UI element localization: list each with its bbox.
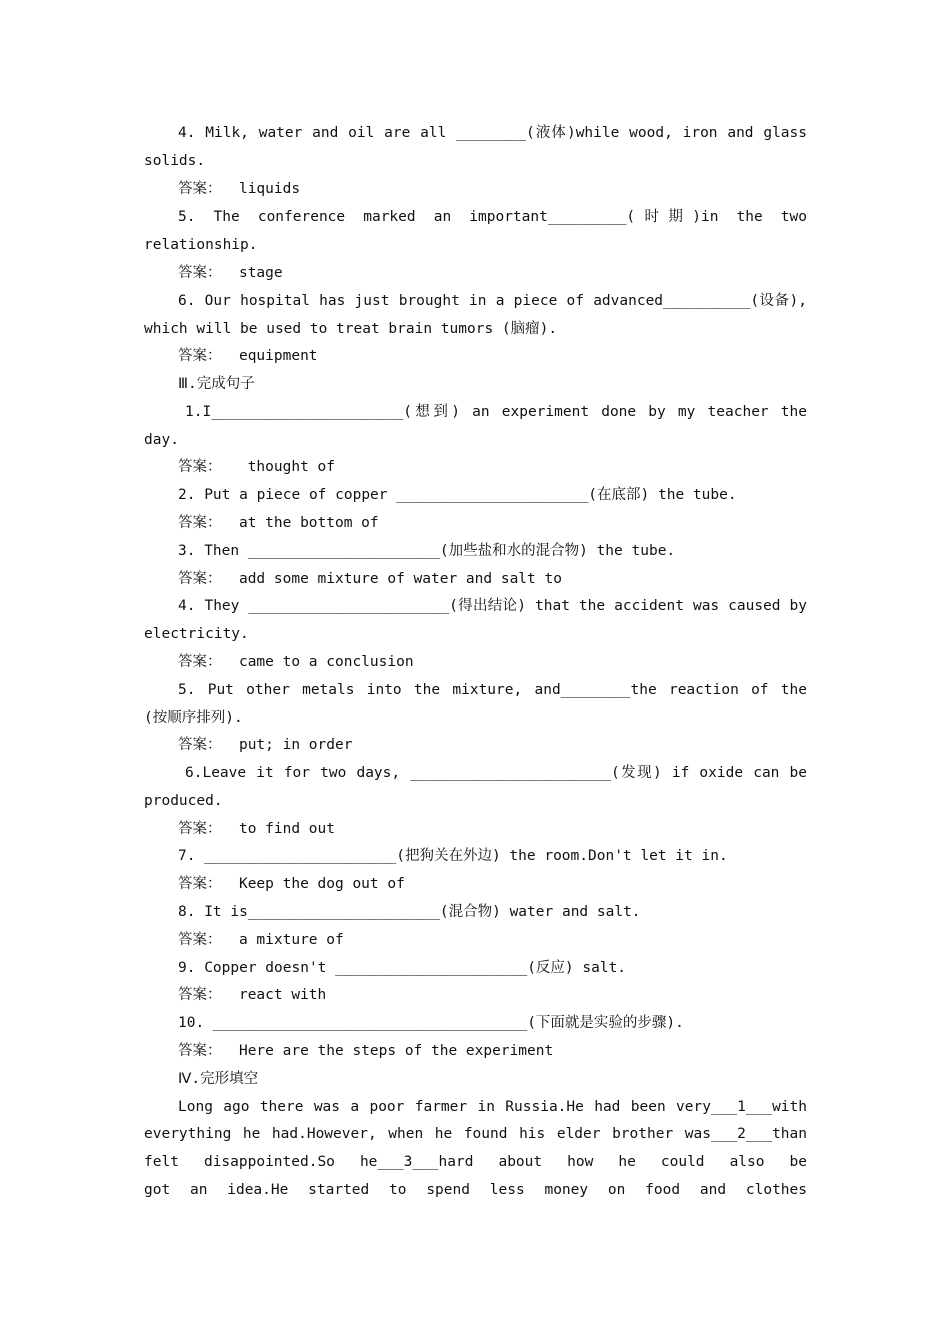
- sentence-10: 10. ____________________________________(下面就是实验的步骤).: [178, 1015, 684, 1031]
- question-6-line-2: which will be used to treat brain tumors (脑瘤).: [144, 321, 558, 337]
- sentence-3: 3. Then ______________________(加些盐和水的混合物) the tube.: [178, 543, 676, 559]
- sentence-7-answer: 答案： Keep the dog out of: [178, 876, 405, 892]
- sentence-1-line-1: 1.I______________________(想到) an experiment done by my teacher the: [185, 404, 807, 420]
- sentence-4-answer: 答案： came to a conclusion: [178, 654, 414, 670]
- question-6-line-1: 6. Our hospital has just brought in a piece of advanced__________(设备),: [178, 293, 807, 309]
- sentence-5-line-1: 5. Put other metals into the mixture, and________the reaction of the: [178, 682, 807, 698]
- sentence-4-line-2: electricity.: [144, 626, 249, 642]
- cloze-passage-line-1: Long ago there was a poor farmer in Russia.He had been very___1___with: [178, 1099, 807, 1115]
- sentence-6-answer: 答案： to find out: [178, 821, 335, 837]
- sentence-6-line-1: 6.Leave it for two days, _______________________(发现) if oxide can be: [185, 765, 807, 781]
- sentence-1-line-2: day.: [144, 432, 179, 448]
- sentence-9-answer: 答案： react with: [178, 987, 327, 1003]
- sentence-3-answer: 答案： add some mixture of water and salt to: [178, 571, 562, 587]
- question-4-line-2: solids.: [144, 153, 206, 169]
- cloze-passage-line-2: everything he had.However, when he found his elder brother was___2___than: [144, 1126, 807, 1142]
- answer-5: 答案： stage: [178, 265, 283, 281]
- section-3-heading: Ⅲ.完成句子: [178, 376, 255, 392]
- question-4-line-1: 4. Milk, water and oil are all ________(液体)while wood, iron and glass: [178, 125, 807, 141]
- sentence-7: 7. ______________________(把狗关在外边) the room.Don't let it in.: [178, 848, 728, 864]
- sentence-8-answer: 答案： a mixture of: [178, 932, 344, 948]
- section-4-heading: Ⅳ.完形填空: [178, 1071, 259, 1087]
- sentence-2: 2. Put a piece of copper ______________________(在底部) the tube.: [178, 487, 737, 503]
- sentence-5-answer: 答案： put; in order: [178, 737, 353, 753]
- answer-6: 答案： equipment: [178, 348, 318, 364]
- sentence-8: 8. It is______________________(混合物) water and salt.: [178, 904, 641, 920]
- question-5-line-1: 5. The conference marked an important_________(时期)in the two: [178, 209, 807, 225]
- sentence-2-answer: 答案： at the bottom of: [178, 515, 379, 531]
- answer-4: 答案： liquids: [178, 181, 301, 197]
- sentence-9: 9. Copper doesn't ______________________(反应) salt.: [178, 960, 627, 976]
- question-5-line-2: relationship.: [144, 237, 258, 253]
- sentence-1-answer: 答案： thought of: [178, 459, 335, 475]
- cloze-passage-line-4: got an idea.He started to spend less money on food and clothes: [144, 1182, 807, 1198]
- sentence-4-line-1: 4. They _______________________(得出结论) that the accident was caused by: [178, 598, 807, 614]
- sentence-5-line-2: (按顺序排列).: [144, 710, 243, 726]
- sentence-6-line-2: produced.: [144, 793, 223, 809]
- sentence-10-answer: 答案： Here are the steps of the experiment: [178, 1043, 554, 1059]
- cloze-passage-line-3: felt disappointed.So he___3___hard about how he could also be: [144, 1154, 807, 1170]
